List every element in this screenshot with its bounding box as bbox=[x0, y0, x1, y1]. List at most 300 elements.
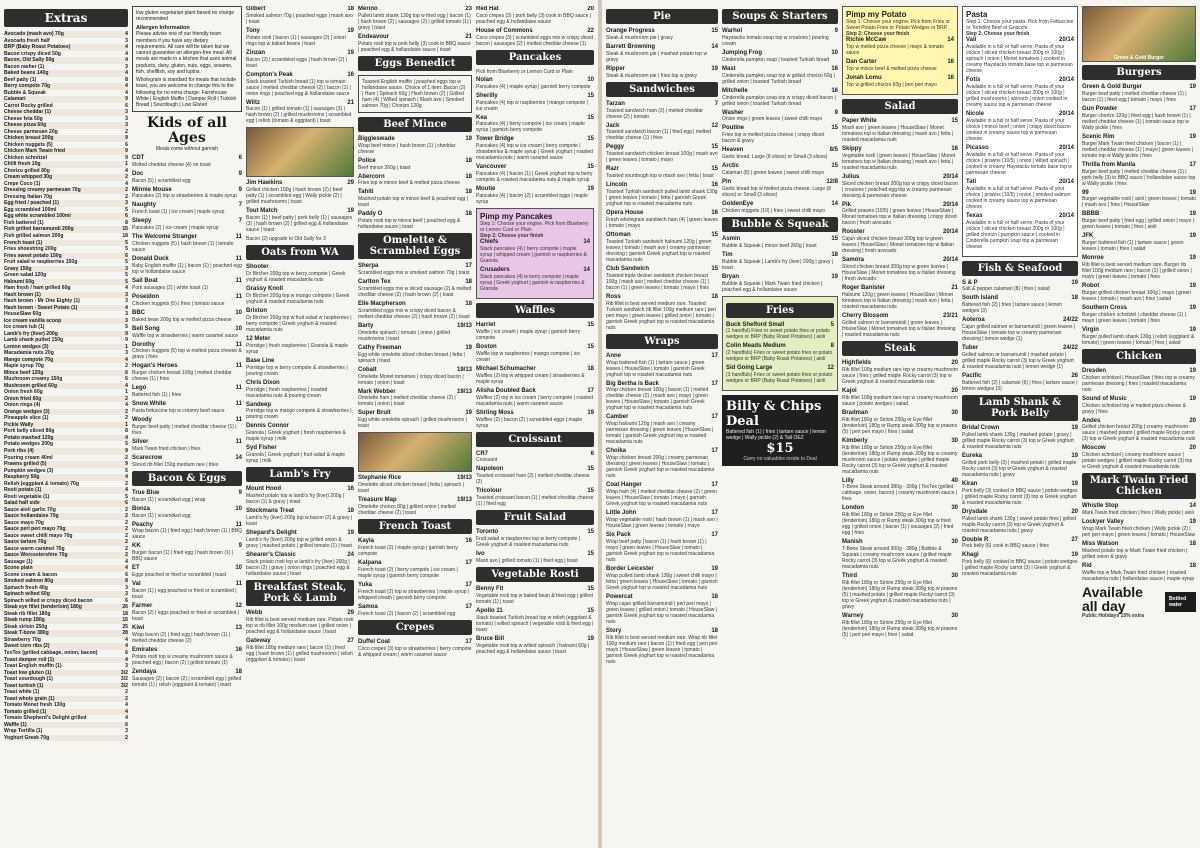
menu-item-price: 15 bbox=[587, 92, 594, 99]
menu-item-name: Stockmans Treat bbox=[246, 508, 295, 515]
menu-item-row bbox=[1082, 519, 1196, 526]
extra-price: 8 bbox=[125, 578, 128, 585]
menu-item bbox=[132, 155, 242, 168]
menu-item-row bbox=[722, 66, 838, 73]
menu-item-name: Eureka bbox=[962, 452, 983, 459]
menu-item-row bbox=[476, 466, 594, 473]
menu-item-price: 20/14 bbox=[942, 229, 958, 236]
extra-name: Baked beans 140g bbox=[4, 70, 49, 77]
menu-item-row bbox=[132, 326, 242, 333]
menu-item-name: Gun Powder bbox=[1082, 105, 1118, 112]
menu-item-price: 16 bbox=[831, 65, 838, 72]
bottled-water-label: Bottled water bbox=[1165, 592, 1196, 612]
menu-item-price: 15 bbox=[587, 114, 594, 121]
extra-name: Spinach fresh 40g bbox=[4, 584, 48, 591]
extra-price: 9 bbox=[125, 154, 128, 161]
extra-name: Scone cream & bacon bbox=[4, 571, 58, 578]
extra-name: Avocado fresh half bbox=[4, 37, 50, 44]
menu-item-price: 19 bbox=[465, 410, 472, 417]
menu-item-desc: Mashed potato top w lamb's fry (liver) 200g | bacon (1) & gravy | toast bbox=[246, 493, 345, 506]
menu-item-name: Vali bbox=[966, 37, 977, 44]
menu-item bbox=[722, 88, 838, 107]
menu-item-price: 8 bbox=[830, 343, 834, 350]
menu-item bbox=[846, 59, 954, 72]
extra-price: 3 bbox=[125, 200, 128, 207]
menu-item bbox=[246, 180, 354, 205]
extra-price: 4 bbox=[125, 44, 128, 51]
steak-pork-list bbox=[246, 610, 354, 663]
menu-item-name: Endeavour bbox=[358, 33, 390, 40]
menu-item-desc: Wrap Mark Twain fried chicken | Wally pickle (2) | peri peri mayo | green leaves | tomato | HouseSlaw bbox=[1082, 526, 1196, 539]
soups-list bbox=[722, 28, 838, 214]
bacon-eggs-list bbox=[132, 490, 242, 688]
pimp-potato-title: Pimp my Potato bbox=[846, 10, 907, 19]
extra-price: 6 bbox=[125, 597, 128, 604]
fruit-salad-header: Fruit Salad bbox=[476, 510, 594, 525]
billy-price: $15 bbox=[766, 441, 794, 457]
extra-price: 6 bbox=[125, 500, 128, 507]
menu-item-price: 18 bbox=[465, 173, 472, 180]
extra-price: 4 bbox=[125, 304, 128, 311]
extra-name: Egg fried / poached (1) bbox=[4, 200, 59, 207]
menu-item-price: 21 bbox=[465, 33, 472, 40]
menu-item-desc: Toasted croissant ham (2) | melted cheddar cheese (2) bbox=[476, 473, 590, 486]
menu-item-row bbox=[962, 509, 1078, 516]
menu-item bbox=[726, 343, 834, 362]
menu-item-price: 16 bbox=[711, 210, 718, 217]
menu-item-name: Dennis Connor bbox=[246, 423, 289, 430]
menu-item-desc: Wrap bacon (1) | fried egg | hash brown (1) | BBQ sauce bbox=[132, 528, 242, 541]
menu-item-row bbox=[842, 313, 958, 320]
menu-item-desc: Stack potato rosti top w lamb's fry (liver) 200g | bacon (2) | gravy | onion rings | poached egg & hollandaise sauce | toast bbox=[246, 558, 350, 577]
menu-item-price: 11 bbox=[235, 417, 242, 424]
menu-item bbox=[476, 28, 594, 47]
extra-price: 9 bbox=[125, 96, 128, 103]
menu-item-name: True Blue bbox=[132, 489, 160, 496]
extra-price: 5 bbox=[125, 467, 128, 474]
menu-item-desc: Sliced chicken breast 200g top w crispy diced bacon | croutons | poached egg top w creamy parmesan dressing & parmesan cheese bbox=[842, 180, 958, 199]
menu-item bbox=[606, 44, 718, 63]
extra-name: Chicken Mark Twain fried bbox=[4, 148, 66, 155]
menu-item-name: Tim bbox=[722, 251, 733, 258]
menu-item-price: 20/14 bbox=[1058, 144, 1074, 151]
menu-item-name: Yuka bbox=[358, 581, 373, 588]
menu-item-name: Border Leicester bbox=[606, 565, 654, 572]
extra-price: 2 bbox=[125, 174, 128, 181]
menu-item-desc: Waffles (2) top w ice cream | berry compote | roasted macadamia nuts | warm caramel sauce bbox=[476, 394, 594, 407]
menu-item-price: 9 bbox=[238, 170, 242, 177]
menu-item bbox=[246, 508, 354, 527]
menu-item bbox=[132, 401, 242, 414]
extra-price: 5 bbox=[125, 239, 128, 246]
menu-item bbox=[842, 285, 958, 310]
extra-price: 2 bbox=[125, 395, 128, 402]
menu-item-name: Orange Progress bbox=[606, 28, 655, 34]
menu-item-name: Julius bbox=[842, 173, 860, 180]
menu-item-price: 19 bbox=[1189, 189, 1196, 196]
menu-item-name: Sherpa bbox=[358, 263, 379, 270]
menu-item-desc: Grilled prawns (10/5) | green leaves | HouseSlaw | Monet tomatoes top w Italian dressing | crispy diced bacon | fresh avocado bbox=[842, 208, 957, 227]
menu-item bbox=[722, 110, 838, 123]
menu-item-desc: Top w melted pizza cheese | mayo & tomato sauce bbox=[846, 44, 944, 57]
menu-item bbox=[722, 236, 838, 249]
menu-item-desc: Pasta fettuccine top w creamy beef sauce bbox=[132, 408, 225, 415]
menu-item-desc: Pork belly (3) cooked in BBQ sauce | potato wedges | grilled maple Rocky carrot (3) top w Greek yoghurt & roasted macadamia nuts bbox=[962, 487, 1078, 506]
menu-item-row bbox=[1082, 255, 1196, 262]
menu-item-name: Nolan bbox=[476, 76, 493, 83]
bubble-squeak-list bbox=[722, 236, 838, 293]
menu-item-name: 99 bbox=[1082, 189, 1089, 196]
menu-item-name: London bbox=[842, 505, 864, 512]
billy-note: Carry no valuables inside to Deal bbox=[743, 456, 817, 463]
extra-price: 4 bbox=[125, 402, 128, 409]
menu-item bbox=[722, 147, 838, 160]
menu-item-price: 19 bbox=[1189, 133, 1196, 140]
menu-item-name: Dresden bbox=[1082, 367, 1107, 374]
extra-name: Wrap Tortilla (1) bbox=[4, 728, 43, 735]
menu-item-price: 19 bbox=[347, 208, 354, 215]
menu-item bbox=[246, 100, 354, 125]
menu-item-name: Shearer's Classic bbox=[246, 551, 296, 558]
menu-item-desc: Available in a full or half serve. Pasta of your choice | sliced chicken breast 200g or 100g | spinach | onion | Monet tomatoes | cooked in creamy Haystacks tomato base top w parmesan cheese bbox=[966, 44, 1073, 75]
extra-price: 6 bbox=[125, 376, 128, 383]
jim-hawkins-photo bbox=[246, 127, 354, 177]
extra-price: 6 bbox=[125, 252, 128, 259]
menu-item-price: 9 bbox=[238, 186, 242, 193]
menu-item bbox=[358, 345, 472, 364]
menu-item bbox=[246, 336, 354, 355]
menu-item-row bbox=[606, 594, 718, 601]
menu-item bbox=[606, 510, 718, 529]
menu-item-row bbox=[722, 252, 838, 259]
extra-price: 3 bbox=[125, 298, 128, 305]
menu-item-row bbox=[358, 174, 472, 181]
menu-item-row bbox=[606, 232, 718, 239]
menu-item bbox=[962, 345, 1078, 370]
menu-item-row bbox=[246, 264, 354, 271]
menu-item-row bbox=[966, 77, 1074, 84]
menu-item bbox=[246, 50, 354, 69]
eggs-list-a bbox=[358, 6, 472, 53]
menu-item bbox=[246, 402, 354, 421]
menu-item bbox=[358, 410, 472, 429]
menu-item bbox=[132, 490, 242, 503]
menu-item-price: 7 bbox=[238, 218, 242, 225]
menu-item bbox=[962, 280, 1078, 293]
menu-item-name: Double R bbox=[962, 536, 989, 543]
menu-item-row bbox=[246, 28, 354, 35]
menu-item-row bbox=[842, 229, 958, 236]
menu-item bbox=[606, 482, 718, 507]
menu-item bbox=[722, 50, 838, 63]
menu-item-desc: Pancakes (2) | ice cream | maple syrup bbox=[132, 225, 219, 232]
menu-item-desc: Burger beef patty | melted cheddar cheese (1) | pork belly (3) in BBQ sauce | hollandaise sauce top w Wally pickle | fries bbox=[1082, 168, 1196, 187]
extra-price: 9 bbox=[125, 135, 128, 142]
extra-price: 2 bbox=[125, 552, 128, 559]
extra-price: 2 bbox=[125, 193, 128, 200]
menu-item-name: Poseidon bbox=[132, 293, 160, 300]
menu-item-row bbox=[246, 380, 354, 387]
menu-item bbox=[476, 186, 594, 205]
menu-item-row bbox=[132, 625, 242, 632]
menu-item bbox=[358, 34, 472, 53]
extra-name: Cream whipped 30g bbox=[4, 174, 53, 181]
menu-item-price: 17 bbox=[711, 352, 718, 359]
menu-item-price: 11 bbox=[235, 341, 242, 348]
menu-item-price: 7 bbox=[238, 202, 242, 209]
menu-item-desc: Grilled salmon or barramundi | green leaves | HouseSlaw | Monet tomatoes top w Italian dressing | roasted macadamia nuts bbox=[842, 319, 956, 338]
menu-item-price: 19/13 bbox=[456, 322, 472, 329]
menu-item-desc: Scrambled eggs mix w crispy diced bacon & melted cheddar cheese (2) | hash brown (2) | toast bbox=[358, 307, 470, 320]
menu-item-price: 12 bbox=[711, 122, 718, 129]
menu-item bbox=[1082, 541, 1196, 560]
menu-item-name: Michael Schumacher bbox=[476, 365, 536, 372]
extra-price: 4 bbox=[125, 708, 128, 715]
menu-item bbox=[476, 322, 594, 341]
extra-price: 1 bbox=[125, 343, 128, 350]
extra-price: 2 bbox=[125, 539, 128, 546]
menu-item-name: Cobalt bbox=[358, 366, 377, 373]
menu-item-price: 15 bbox=[587, 466, 594, 473]
menu-item bbox=[606, 353, 718, 378]
crepes-list-b bbox=[476, 6, 594, 47]
available-all-day bbox=[1082, 585, 1161, 619]
extra-name: Chicken breast 200g bbox=[4, 135, 54, 142]
menu-item bbox=[1082, 418, 1196, 443]
menu-item-price: 6 bbox=[590, 450, 594, 457]
menu-item-name: Bruce Bill bbox=[476, 635, 505, 642]
menu-item-price: 15 bbox=[951, 117, 958, 124]
extra-name: Avocado (mash avo) 70g bbox=[4, 31, 64, 37]
menu-item-desc: Pulled lamb shank 130g | sweet potato fries | grilled maple Rocky carrot (3) top w Greek yoghurt & roasted macadamia nuts | gravy bbox=[962, 515, 1077, 534]
menu-item-desc: Eggs poached or fried or scrambled | toast bbox=[132, 572, 227, 579]
menu-item-name: Southern Cross bbox=[1082, 305, 1128, 312]
extra-name: Orange wedges (3) bbox=[4, 408, 50, 415]
extra-name: Pork belly sliced 80g bbox=[4, 428, 55, 435]
menu-item-desc: Chicken nuggets (10) | fries | sweet chilli mayo bbox=[722, 207, 825, 214]
menu-item bbox=[246, 28, 354, 47]
menu-item-desc: Haystacks tomato soup top w croutons | pouring cream bbox=[722, 34, 829, 47]
extra-name: Toast turkish (1) bbox=[4, 682, 44, 689]
menu-item-row bbox=[476, 451, 594, 458]
menu-item-name: Bryan bbox=[722, 273, 740, 280]
mark-twain-header: Mark Twain Fried Chicken bbox=[1082, 473, 1196, 499]
menu-item-row bbox=[358, 475, 472, 482]
extra-price: 4 bbox=[125, 487, 128, 494]
menu-item bbox=[476, 164, 594, 183]
extra-name: Chicken schnitzel bbox=[4, 154, 48, 161]
menu-item-desc: Vegetable rosti | green leaves | HouseSlaw | Monet tomatoes top w Italian dressing | mash avo | fetta | roasted macadamia nuts bbox=[842, 152, 956, 171]
extra-price: 4 bbox=[125, 57, 128, 64]
extra-name: Calamari bbox=[4, 96, 26, 103]
menu-item-row bbox=[962, 425, 1078, 432]
extra-name: Green salad 120g bbox=[4, 272, 47, 279]
extra-name: Cheese pizza 60g bbox=[4, 122, 47, 129]
menu-item-name: Peggy bbox=[606, 144, 625, 151]
menu-item-name: Kiran bbox=[962, 480, 978, 487]
extra-price: 9 bbox=[125, 461, 128, 468]
menu-item-desc: Wrap battered fish (1) | tartare sauce | green leaves | HouseSlaw | tomato | garnish Greek yoghurt top w roasted macadamia nuts bbox=[606, 359, 705, 378]
menu-item-desc: Toasted Turkish sandwich pulled lamb shank 130g | green leaves | tomato | fetta | garnish Greek yoghurt top w roasted macadamia nuts bbox=[606, 189, 718, 208]
sandwiches-header: Sandwiches bbox=[606, 82, 718, 97]
menu-item-price: 30 bbox=[951, 539, 958, 546]
soups-header: Soups & Starters bbox=[722, 9, 838, 24]
menu-item-name: Kimberly bbox=[842, 437, 868, 444]
menu-item-desc: Coco crepes (3) | pork belly (3) cook in BBQ sauce | poached egg & hollandaise sauce bbox=[476, 12, 592, 25]
menu-item-name: Big Bertha is Back bbox=[606, 380, 660, 387]
menu-item bbox=[606, 28, 718, 41]
menu-item bbox=[246, 380, 354, 399]
menu-item-price: 17 bbox=[711, 414, 718, 421]
menu-item-desc: Bacon (1) | scrambled egg | wrap bbox=[132, 496, 206, 503]
menu-item bbox=[132, 187, 242, 200]
menu-item bbox=[246, 358, 354, 377]
extra-price: 5 bbox=[125, 206, 128, 213]
menu-item-desc: Waffle top w raspberries | mango compote | ice cream bbox=[476, 350, 581, 363]
menu-item bbox=[246, 308, 354, 333]
crepes-header: Crepes bbox=[358, 620, 472, 635]
breakfast-list-b bbox=[246, 180, 354, 233]
menu-item bbox=[132, 506, 242, 519]
menu-item-desc: Stack toasted Turkish bread (1) top w tomato sauce | melted cheddar cheese (2) | bacon (1) | onion rings | poached egg & hollandaise sauce bbox=[246, 78, 351, 97]
extra-name: Yoghurt Greek 70g bbox=[4, 734, 50, 741]
menu-item-desc: Available in a full or half serve. Pasta of your choice | prawns (10/5) | onion | smoked salmon cooked in creamy sauce top w parmesan cheese bbox=[966, 185, 1071, 210]
menu-item-desc: Pancakes (2) top w strawberries & maple syrup bbox=[132, 193, 237, 200]
extra-name: Tomato Monet fresh 130g bbox=[4, 702, 66, 709]
menu-item-desc: Top w mince beef & melted pizza cheese bbox=[846, 65, 937, 72]
menu-item bbox=[606, 594, 718, 625]
menu-item-price: 17 bbox=[587, 387, 594, 394]
breakfast-column bbox=[246, 6, 354, 844]
menu-item-desc: Omelette Monet tomatoes | crispy diced bacon | tomato | onion | toast bbox=[358, 373, 464, 386]
menu-item bbox=[846, 37, 954, 56]
menu-item bbox=[476, 344, 594, 363]
menu-item bbox=[962, 552, 1078, 577]
menu-item-name: Coat Hanger bbox=[606, 482, 642, 489]
menu-item bbox=[1082, 190, 1196, 209]
menu-item-price: 15 bbox=[587, 586, 594, 592]
menu-item-name: Ivo bbox=[476, 551, 485, 558]
menu-item-row bbox=[606, 294, 718, 301]
menu-item-desc: Pork belly (6) cook in BBQ sauce | fries bbox=[962, 543, 1049, 550]
extra-name: Spinach wilted w crispy diced bacon bbox=[4, 597, 93, 604]
menu-item bbox=[476, 551, 594, 564]
menu-item bbox=[1082, 445, 1196, 470]
menu-item-row bbox=[726, 365, 834, 372]
menu-item-price: 19 bbox=[1189, 305, 1196, 312]
menu-item-price: 15 bbox=[711, 166, 718, 173]
menu-item-name: Elle Macpherson bbox=[358, 301, 406, 308]
menu-item-name: CR7 bbox=[476, 450, 489, 457]
menu-item-row bbox=[476, 322, 594, 329]
menu-item-price: 23 bbox=[465, 6, 472, 12]
menu-item-row bbox=[358, 639, 472, 646]
extra-name: Sauce mayo 70g bbox=[4, 519, 44, 526]
menu-item bbox=[246, 286, 354, 305]
menu-item-price: 15 bbox=[831, 235, 838, 242]
bacon-upgrade-note: Bacon (2) upgrade to Old Sally for 3 bbox=[246, 236, 326, 243]
menu-item-row bbox=[966, 37, 1074, 44]
extra-price: 26 bbox=[122, 604, 128, 611]
menu-item-row bbox=[132, 581, 242, 588]
menu-item-name: Lego bbox=[132, 385, 147, 392]
extra-price: 2 bbox=[125, 363, 128, 370]
menu-item-desc: T-Bone Steak around 300g - 380g | Bubble & Squeak | creamy mushroom sauce | grilled maple Rocky carrot (3) top w Greek yoghurt & roasted macadamia nuts bbox=[842, 546, 952, 571]
extra-row bbox=[4, 735, 128, 742]
menu-item-desc: Rib fillet is best served medium rare. Burger rib fillet 100g medium rare | bacon (1) | grilled onion | mayo | green leaves | tomato | fries bbox=[1082, 262, 1192, 281]
menu-item bbox=[132, 522, 242, 541]
menu-item-row bbox=[246, 6, 354, 13]
menu-item-desc: Pulled lamb shank 130g top w fried egg | bacon (1) | hash brown (2) | sausages (2) | grilled tomato (1) | gravy | toast bbox=[358, 12, 472, 31]
menu-item-name: Tout Match bbox=[246, 208, 278, 215]
menu-item-desc: Omelette sliced chicken breast | fetta | spinach | toast bbox=[358, 482, 464, 495]
menu-item-desc: Sliced rib fillet 150g medium rare | fries bbox=[132, 461, 219, 468]
extra-price: 2 bbox=[125, 506, 128, 513]
menu-item-price: 18 bbox=[711, 593, 718, 600]
menu-item-name: Police bbox=[358, 157, 376, 164]
menu-item-row bbox=[358, 301, 472, 308]
extras-header: Extras bbox=[4, 9, 128, 27]
menu-item bbox=[1082, 519, 1196, 538]
menu-item-row bbox=[246, 638, 354, 645]
chicken-list bbox=[1082, 368, 1196, 471]
menu-item-price: 19 bbox=[1071, 279, 1078, 286]
extra-name: Relish (eggplant & tomato) 70g bbox=[4, 480, 79, 487]
menu-item bbox=[476, 6, 594, 25]
extra-name: Sauce tartare 70g bbox=[4, 539, 47, 546]
menu-item-price: 18 bbox=[235, 668, 242, 675]
menu-item-row bbox=[476, 93, 594, 100]
pimp-pancakes-list bbox=[480, 239, 590, 292]
menu-item bbox=[480, 267, 590, 292]
menu-item-desc: Vegetable rosti top w wilted spinach | haloumi 60g | poached egg & hollandaise sauce | toast bbox=[476, 642, 590, 655]
holidays-text: Public Holidays 15% extra bbox=[1082, 612, 1144, 619]
menu-item-price: 14 bbox=[583, 267, 590, 274]
pimp-pancakes-box bbox=[476, 208, 594, 299]
extra-name: Pineapple slice (1) bbox=[4, 415, 49, 422]
menu-item-name: Rid bbox=[1082, 563, 1092, 570]
menu-item-desc: Molted cheddar cheese (4) on toast bbox=[132, 161, 211, 168]
menu-item bbox=[476, 636, 594, 655]
menu-item-desc: Granola | Greek yoghurt | fruit salad & maple syrup | milk bbox=[246, 452, 346, 465]
extra-name: Rosti potato (1) bbox=[4, 487, 42, 494]
menu-item-name: Skippy bbox=[842, 145, 862, 152]
menu-item-row bbox=[1082, 418, 1196, 425]
menu-item bbox=[246, 445, 354, 464]
extra-name: Bacon crispy diced 50g bbox=[4, 50, 61, 57]
menu-item-price: 20/14 bbox=[942, 201, 958, 208]
menu-item-desc: Bubble & Squeak | mince beef 260g | toast bbox=[722, 242, 817, 249]
menu-item-price: 30 bbox=[951, 437, 958, 444]
lamb-shank-list bbox=[962, 425, 1078, 577]
menu-item-name: Miss Watson bbox=[1082, 541, 1119, 548]
menu-item-name: Tuber bbox=[962, 345, 979, 352]
extra-price: 2 bbox=[125, 734, 128, 741]
menu-item bbox=[358, 211, 472, 230]
menu-item-row bbox=[1082, 211, 1196, 218]
menu-item-desc: Potato rosti top w pork belly (3) cook in BBQ sauce | poached egg & hollandaise sauce | toast bbox=[358, 40, 471, 53]
extra-name: Sauce aioli garlic 70g bbox=[4, 506, 56, 513]
croissant-header: Croissant bbox=[476, 432, 594, 447]
menu-item bbox=[132, 385, 242, 398]
extra-price: 9 bbox=[125, 337, 128, 344]
menu-item-row bbox=[962, 552, 1078, 559]
menu-item-row bbox=[358, 279, 472, 286]
extra-price: 6 bbox=[125, 571, 128, 578]
menu-item-price: 19 bbox=[587, 186, 594, 193]
menu-item-name: Toronto bbox=[476, 529, 499, 536]
extra-name: Bubble & Squeak bbox=[4, 89, 46, 96]
